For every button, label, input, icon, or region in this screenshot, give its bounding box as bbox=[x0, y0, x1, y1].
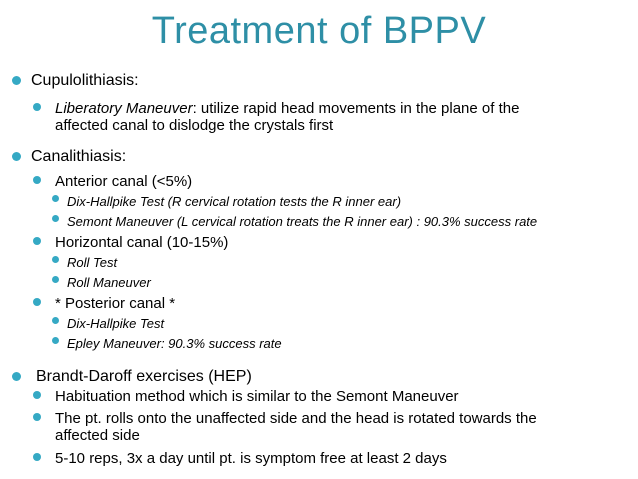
item-label: Brandt-Daroff exercises (HEP) bbox=[36, 368, 252, 385]
slide-title: Treatment of BPPV bbox=[151, 10, 487, 52]
bullet-icon bbox=[52, 317, 59, 324]
list-item-brandt-daroff bbox=[12, 368, 252, 385]
item-label: Dix-Hallpike Test bbox=[67, 316, 165, 331]
bullet-icon bbox=[33, 176, 41, 184]
bullet-icon bbox=[33, 237, 41, 245]
bullet-icon bbox=[52, 276, 59, 283]
bullet-icon bbox=[52, 215, 59, 222]
list-item-liberatory-maneuver bbox=[33, 100, 623, 134]
bullet-icon bbox=[33, 103, 41, 111]
list-item-anterior-dix-hallpike bbox=[52, 193, 401, 210]
bullet-icon bbox=[52, 195, 59, 202]
item-label: Dix-Hallpike Test (R cervical rotation tests the R inner ear) bbox=[67, 194, 402, 209]
bullet-icon bbox=[52, 256, 59, 263]
list-item-epley-maneuver bbox=[52, 335, 282, 352]
item-label: The pt. rolls onto the unaffected side and the head is rotated towards the bbox=[55, 410, 537, 427]
item-label-cont: affected canal to dislodge the crystals first bbox=[55, 117, 334, 134]
item-emphasis: Liberatory Maneuver bbox=[55, 100, 193, 117]
bullet-icon bbox=[33, 391, 41, 399]
item-label: Horizontal canal (10-15%) bbox=[55, 234, 229, 251]
item-label: Cupulolithiasis: bbox=[31, 72, 139, 89]
bullet-icon bbox=[12, 76, 21, 85]
bullet-icon bbox=[33, 453, 41, 461]
bullet-icon bbox=[33, 413, 41, 421]
list-item-cupulolithiasis bbox=[12, 72, 139, 89]
item-label: 5-10 reps, 3x a day until pt. is symptom free at least 2 days bbox=[55, 450, 447, 467]
list-item-reps bbox=[33, 450, 447, 467]
item-label: Roll Maneuver bbox=[67, 275, 151, 290]
item-label: Anterior canal (<5%) bbox=[55, 173, 193, 190]
bullet-icon bbox=[12, 372, 21, 381]
bullet-icon bbox=[33, 298, 41, 306]
list-item-anterior-canal bbox=[33, 173, 192, 190]
item-label: Habituation method which is similar to the Semont Maneuver bbox=[55, 388, 459, 405]
item-label: Canalithiasis: bbox=[31, 148, 127, 165]
list-item-horizontal-canal bbox=[33, 234, 228, 251]
bullet-icon bbox=[52, 337, 59, 344]
list-item-anterior-semont bbox=[52, 213, 537, 230]
list-item-posterior-canal bbox=[33, 295, 175, 312]
list-item-roll-test bbox=[52, 254, 117, 271]
list-item-posterior-dix-hallpike bbox=[52, 315, 164, 332]
list-item-canalithiasis bbox=[12, 148, 126, 165]
item-label: : utilize rapid head movements in the plane of the bbox=[192, 100, 520, 117]
item-label: Epley Maneuver: 90.3% success rate bbox=[67, 336, 282, 351]
list-item-roll-maneuver bbox=[52, 274, 151, 291]
item-label: * Posterior canal * bbox=[55, 295, 176, 312]
list-item-rolls bbox=[33, 410, 633, 444]
item-label-cont: affected side bbox=[55, 427, 140, 444]
item-label: Semont Maneuver (L cervical rotation treats the R inner ear) : 90.3% success rate bbox=[67, 214, 538, 229]
list-item-habituation bbox=[33, 388, 459, 405]
bullet-icon bbox=[12, 152, 21, 161]
item-label: Roll Test bbox=[67, 255, 118, 270]
